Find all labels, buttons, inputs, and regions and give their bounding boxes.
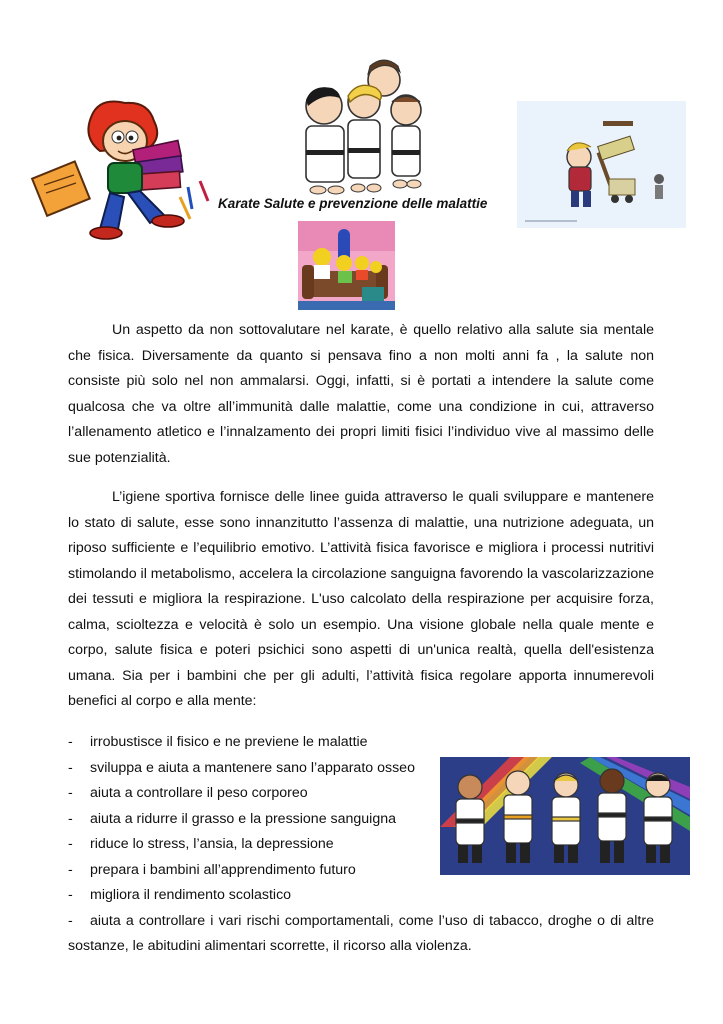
- paragraph-health: [68, 318, 654, 471]
- list-item: [68, 781, 654, 807]
- list-dash: -: [68, 887, 73, 903]
- list-item-text: aiuta a controllare i vari rischi comportamentali, come l’uso di tabacco, droghe o di altre sostanze, le abitudini alimentari scorrette, il ricorso alla violenza.: [68, 912, 654, 954]
- list-item: [68, 883, 654, 909]
- list-dash: -: [68, 810, 73, 827]
- list-item: [68, 858, 654, 884]
- family-sofa-illustration: [298, 221, 395, 310]
- list-dash: -: [68, 785, 73, 801]
- list-dash: -: [68, 836, 73, 852]
- list-dash: -: [68, 861, 73, 878]
- benefits-list: [68, 730, 654, 960]
- student-books-illustration: [30, 97, 215, 245]
- paragraph-hygiene-text: L’igiene sportiva fornisce delle linee guida attraverso le quali sviluppare e mantenere lo stato di salute, esse sono innanzitutto l’assenza di malattie, una nutrizione adeguata, un riposo sufficiente e l’equilibrio emotivo. L’attività fisica favorisce e migliora i processi nutritivi stimolando il metabolismo, accelera la circolazione sanguigna favorendo la vascolarizzazione dei tessuti e migliora la respirazione. L'uso calcolato della respirazione per acquisire forza, calma, scioltezza e velocità è solo un esempio. Una visione globale nella quale mente e corpo, salute fisica e poteri psichici sono aspetti di un'unica realtà, quella dell'esistenza umana. Sia per i bambini che per gli adulti, l’attività fisica regolare apporta innumerevoli benefici al corpo e alla mente:: [68, 489, 654, 709]
- list-item-text: migliora il rendimento scolastico: [90, 887, 292, 903]
- karate-kids-illustration: [298, 58, 432, 198]
- list-item-text: aiuta a ridurre il grasso e la pressione sanguigna: [90, 810, 397, 827]
- list-item-text: prepara i bambini all’apprendimento futuro: [90, 861, 356, 878]
- list-dash: -: [68, 912, 73, 929]
- document-title: Karate Salute e prevenzione delle malattie: [218, 196, 488, 211]
- child-with-sign-illustration: [517, 101, 686, 228]
- list-dash: -: [68, 734, 73, 750]
- list-item-text: irrobustisce il fisico e ne previene le malattie: [90, 734, 368, 750]
- list-item: [68, 909, 654, 960]
- list-item: [68, 756, 654, 782]
- list-item-text: riduce lo stress, l’ansia, la depressione: [90, 836, 334, 852]
- paragraph-health-text: Un aspetto da non sottovalutare nel karate, è quello relativo alla salute sia mentale che fisica. Diversamente da quanto si pensava fino a non molti anni fa , la salute non consiste più solo nel non ammalarsi. Oggi, infatti, si è portati a intendere la salute come qualcosa che va oltre all’immunità dalle malattie, come una condizione in cui, attraverso l’allenamento atletico e l’innalzamento dei propri limiti fisici l’individuo vive al massimo delle sue potenzialità.: [68, 322, 654, 466]
- list-dash: -: [68, 759, 73, 776]
- list-item-text: sviluppa e aiuta a mantenere sano l’apparato osseo: [90, 759, 415, 776]
- list-item: [68, 807, 654, 833]
- list-item: [68, 730, 654, 756]
- list-item-text: aiuta a controllare il peso corporeo: [90, 785, 308, 801]
- paragraph-hygiene: [68, 485, 654, 715]
- list-item: [68, 832, 654, 858]
